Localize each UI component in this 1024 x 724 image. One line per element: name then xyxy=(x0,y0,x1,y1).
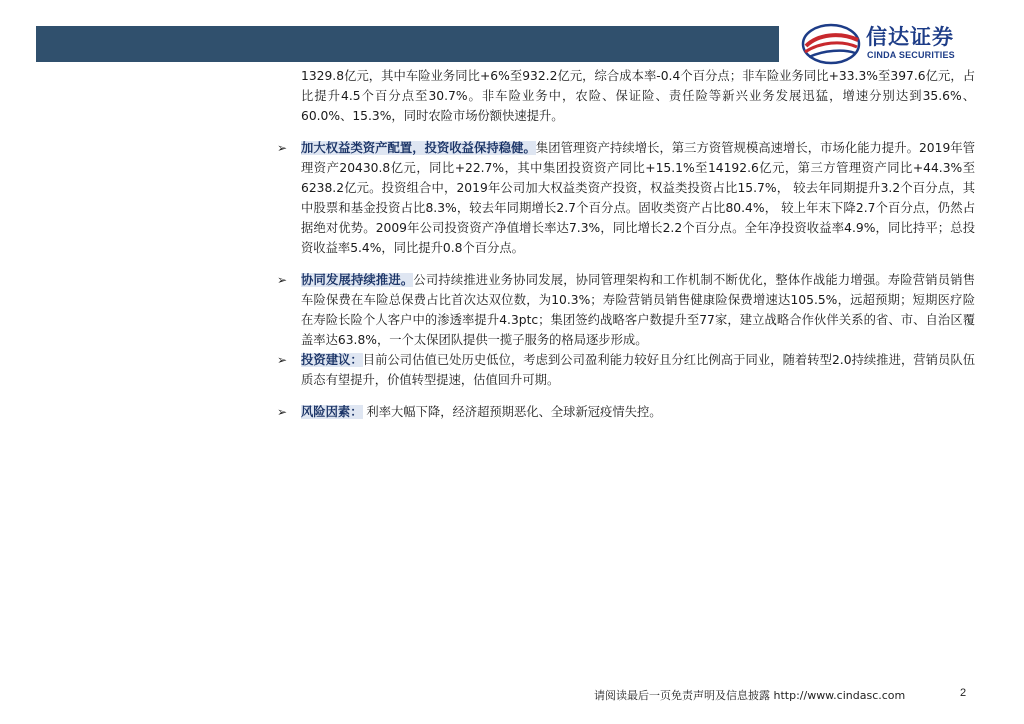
company-logo xyxy=(800,22,980,66)
cinda-emblem-icon xyxy=(800,22,862,66)
page-number: 2 xyxy=(960,687,967,699)
bullet-heading: 协同发展持续推进。 xyxy=(301,273,414,287)
bullet-text: 公司持续推进业务协同发展，协同管理架构和工作机制不断优化，整体作战能力增强。寿险营销员销售车险保费在车险总保费占比首次达双位数，为10.3%；寿险营销员销售健康险保费增速达105.5%，远超预期；短期医疗险在寿险长险个人客户中的渗透率提升4.3ptc；集团签约战略客户数提升至77家，建立战略合作伙伴关系的省、市、自治区覆盖率达63.8%，一个太保团队提供一揽子服务的格局逐步形成。 xyxy=(301,273,975,347)
arrow-bullet-icon: ➢ xyxy=(277,141,288,155)
bullet-heading: 风险因素： xyxy=(301,405,363,419)
bullet-synergy xyxy=(275,270,975,350)
bullet-text: 集团管理资产持续增长，第三方资管规模高速增长，市场化能力提升。2019年管理资产20430.8亿元，同比+22.7%，其中集团投资资产同比+15.1%至14192.6亿元，第三方管理资产同比+44.3%至6238.2亿元。投资组合中，2019年公司加大权益类资产投资，权益类投资占比15.7%， 较去年同期提升3.2个百分点，其中股票和基金投资占比8.3%，较去年同期增长2.7个百分点。固收类资产占比80.4%， 较上年末下降2.7个百分点，仍然占据绝对优势。2009年公司投资资产净值增长率达7.3%，同比增长2.2个百分点。全年净投资收益率4.9%，同比持平；总投资收益率5.4%，同比提升0.8个百分点。 xyxy=(301,141,975,255)
arrow-bullet-icon: ➢ xyxy=(277,353,288,367)
continuation-paragraph: 1329.8亿元，其中车险业务同比+6%至932.2亿元，综合成本率-0.4个百分点；非车险业务同比+33.3%至397.6亿元，占比提升4.5个百分点至30.7%。非车险业务中，农险、保证险、责任险等新兴业务发展迅猛，增速分别达到35.6%、60.0%、15.3%，同时农险市场份额快速提升。 xyxy=(301,69,975,123)
bullet-text: 目前公司估值已处历史低位，考虑到公司盈利能力较好且分红比例高于同业，随着转型2.0持续推进，营销员队伍质态有望提升，价值转型提速，估值回升可期。 xyxy=(301,353,975,387)
logo-name-en: CINDA SECURITIES xyxy=(867,50,955,60)
bullet-heading: 加大权益类资产配置，投资收益保持稳健。 xyxy=(301,141,536,155)
header-band xyxy=(36,26,779,62)
bullet-investment-advice xyxy=(275,350,975,390)
footer-disclaimer: 请阅读最后一页免责声明及信息披露 http://www.cindasc.com xyxy=(594,689,906,702)
bullet-heading: 投资建议： xyxy=(301,353,363,367)
bullet-investment-allocation xyxy=(275,138,975,258)
logo-name-cn: 信达证券 xyxy=(866,25,954,49)
bullet-risk-factors xyxy=(275,402,975,422)
bullet-text: 利率大幅下降，经济超预期恶化、全球新冠疫情失控。 xyxy=(362,405,662,419)
arrow-bullet-icon: ➢ xyxy=(277,273,288,287)
arrow-bullet-icon: ➢ xyxy=(277,405,288,419)
report-body xyxy=(275,66,975,422)
